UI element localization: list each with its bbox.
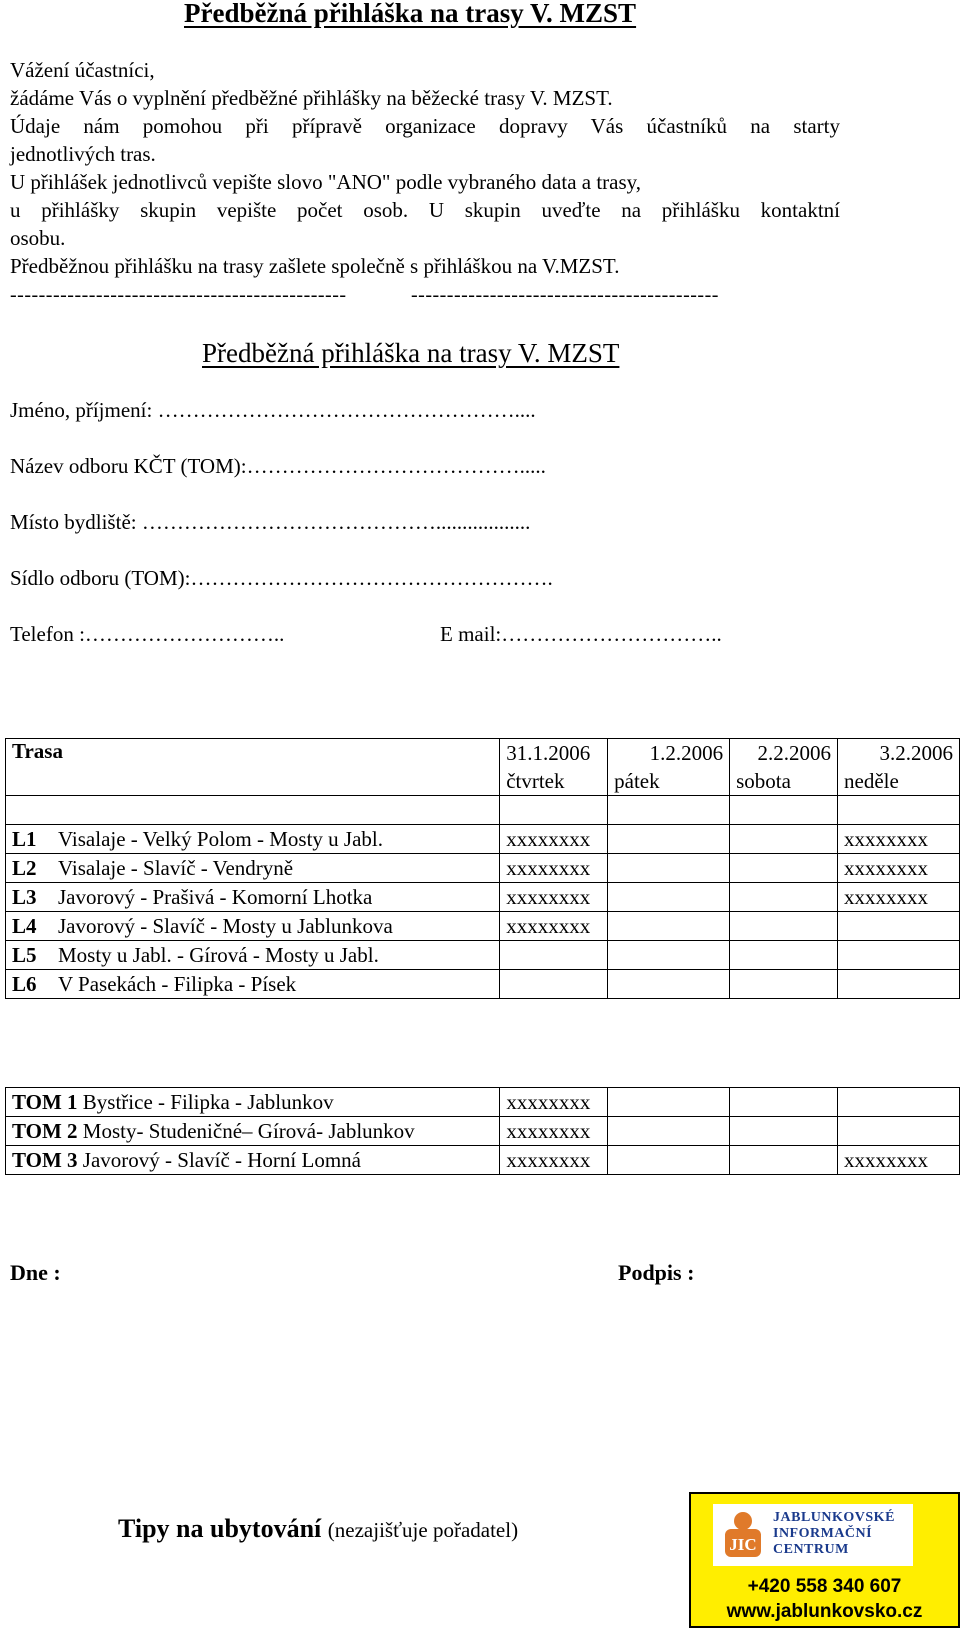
page-title: Předběžná přihláška na trasy V. MZST — [184, 0, 637, 28]
route-row — [6, 912, 960, 941]
day-slot-cell: xxxxxxxx — [838, 854, 960, 883]
route-name-cell — [6, 941, 500, 970]
day-slot-cell: xxxxxxxx — [500, 1088, 608, 1117]
day-slot-cell[interactable] — [838, 1117, 960, 1146]
day-slot-cell: xxxxxxxx — [500, 1146, 608, 1175]
logo-line: CENTRUM — [773, 1542, 849, 1557]
jic-logo — [713, 1504, 913, 1566]
day-slot-cell[interactable] — [838, 912, 960, 941]
residence-field[interactable]: Místo bydliště: …………………………………….................. — [10, 510, 531, 534]
tom-code: TOM 2 — [12, 1118, 78, 1143]
date-label: Dne : — [10, 1260, 61, 1285]
route-rows — [6, 825, 960, 999]
day-slot-cell: xxxxxxxx — [500, 1117, 608, 1146]
day-slot-cell: xxxxxxxx — [500, 883, 608, 912]
route-name: Visalaje - Slavíč - Vendryně — [58, 855, 294, 880]
route-code: L4 — [12, 913, 37, 938]
tom-row — [6, 1146, 960, 1175]
route-code: L3 — [12, 884, 37, 909]
route-code: L6 — [12, 971, 37, 996]
day-slot-cell[interactable] — [608, 970, 730, 999]
day-slot-cell[interactable] — [608, 1117, 730, 1146]
logo-phone: +420 558 340 607 — [747, 1576, 902, 1597]
spacer-cell[interactable] — [730, 796, 838, 825]
intro-text — [10, 56, 840, 280]
route-code: L2 — [12, 855, 37, 880]
tom-code: TOM 1 — [12, 1089, 78, 1114]
email-field[interactable]: E mail:………………………….. — [440, 622, 722, 646]
spacer-cell[interactable] — [838, 796, 960, 825]
jic-mark-icon — [715, 1507, 771, 1563]
route-name: Javorový - Slavíč - Mosty u Jablunkova — [58, 913, 393, 938]
intro-line: Údaje nám pomohou při přípravě organizace dopravy Vás účastníků na starty — [10, 114, 840, 138]
day-slot-cell[interactable] — [730, 941, 838, 970]
tips-note: (nezajišťuje pořadatel) — [327, 1518, 519, 1542]
logo-line: JABLUNKOVSKÉ — [773, 1510, 895, 1525]
intro-line: žádáme Vás o vyplnění předběžné přihlášky na běžecké trasy V. MZST. — [10, 86, 613, 110]
intro-line: U přihlášek jednotlivců vepište slovo "ANO" podle vybraného data a trasy, — [10, 170, 642, 194]
route-row — [6, 970, 960, 999]
tips-title: Tipy na ubytování — [118, 1514, 322, 1543]
day-slot-cell: xxxxxxxx — [838, 1146, 960, 1175]
intro-line: Předběžnou přihlášku na trasy zašlete společně s přihláškou na V.MZST. — [10, 254, 620, 278]
route-name-cell — [6, 854, 500, 883]
day-slot-cell[interactable] — [608, 883, 730, 912]
intro-line: u přihlášky skupin vepište počet osob. U skupin uveďte na přihlášku kontaktní — [10, 198, 840, 222]
route-row — [6, 883, 960, 912]
day-slot-cell: xxxxxxxx — [838, 883, 960, 912]
day-slot-cell[interactable] — [608, 825, 730, 854]
route-row — [6, 854, 960, 883]
logo-web[interactable]: www.jablunkovsko.cz — [726, 1601, 923, 1622]
day-slot-cell[interactable] — [608, 1146, 730, 1175]
route-name: V Pasekách - Filipka - Písek — [58, 971, 297, 996]
day-slot-cell: xxxxxxxx — [500, 854, 608, 883]
tom-table — [5, 1087, 960, 1175]
intro-line: osobu. — [10, 226, 66, 250]
cut-line-right: ------------------------------------------- — [411, 284, 719, 306]
route-name-cell — [6, 970, 500, 999]
day-slot-cell[interactable] — [608, 912, 730, 941]
seat-field[interactable]: Sídlo odboru (TOM):……………………………………………. — [10, 566, 553, 590]
route-row — [6, 941, 960, 970]
cut-line-left: ----------------------------------------------- — [10, 284, 347, 306]
date-cell: 31.1.2006 — [500, 739, 608, 768]
day-slot-cell[interactable] — [730, 825, 838, 854]
day-slot-cell: xxxxxxxx — [838, 825, 960, 854]
table-header-row — [6, 739, 960, 768]
day-slot-cell[interactable] — [608, 1088, 730, 1117]
day-slot-cell[interactable] — [838, 1088, 960, 1117]
day-cell: čtvrtek — [500, 767, 608, 796]
tom-code: TOM 3 — [12, 1147, 78, 1172]
tom-name: Bystřice - Filipka - Jablunkov — [82, 1089, 334, 1114]
day-slot-cell[interactable] — [730, 1088, 838, 1117]
tom-name-cell — [6, 1088, 500, 1117]
table-spacer-row — [6, 796, 960, 825]
day-slot-cell[interactable] — [730, 854, 838, 883]
spacer-cell[interactable] — [608, 796, 730, 825]
phone-field[interactable]: Telefon :……………………….. — [10, 622, 285, 646]
day-slot-cell: xxxxxxxx — [500, 825, 608, 854]
route-name: Mosty u Jabl. - Gírová - Mosty u Jabl. — [58, 942, 379, 967]
day-slot-cell[interactable] — [730, 1146, 838, 1175]
tom-name-cell — [6, 1146, 500, 1175]
jic-logo-box — [689, 1492, 960, 1628]
form-subtitle: Předběžná přihláška na trasy V. MZST — [202, 338, 620, 368]
spacer-cell[interactable] — [500, 796, 608, 825]
route-code: L1 — [12, 826, 37, 851]
day-slot-cell[interactable] — [730, 1117, 838, 1146]
header-trasa — [6, 739, 500, 796]
date-cell: 2.2.2006 — [730, 739, 838, 768]
date-cell: 3.2.2006 — [838, 739, 960, 768]
day-slot-cell[interactable] — [730, 883, 838, 912]
tom-name: Mosty- Studeničné– Gírová- Jablunkov — [82, 1118, 415, 1143]
day-slot-cell[interactable] — [608, 941, 730, 970]
name-field[interactable]: Jméno, příjmení: …………………………………………….... — [10, 398, 536, 422]
header-label: Trasa — [12, 739, 63, 763]
route-name-cell — [6, 912, 500, 941]
day-slot-cell: xxxxxxxx — [500, 912, 608, 941]
date-cell: 1.2.2006 — [608, 739, 730, 768]
day-cell: neděle — [838, 767, 960, 796]
day-cell: pátek — [608, 767, 730, 796]
day-slot-cell[interactable] — [838, 970, 960, 999]
spacer-cell — [6, 796, 500, 825]
intro-line: Vážení účastníci, — [10, 58, 155, 82]
route-name: Visalaje - Velký Polom - Mosty u Jabl. — [58, 826, 383, 851]
day-cell: sobota — [730, 767, 838, 796]
day-slot-cell[interactable] — [730, 912, 838, 941]
jic-mark-text: JIC — [729, 1535, 757, 1554]
logo-line: INFORMAČNÍ — [773, 1526, 873, 1541]
tom-name: Javorový - Slavíč - Horní Lomná — [82, 1147, 361, 1172]
day-slot-cell[interactable] — [608, 854, 730, 883]
day-slot-cell[interactable] — [730, 970, 838, 999]
tom-row — [6, 1117, 960, 1146]
day-slot-cell[interactable] — [838, 941, 960, 970]
routes-table — [5, 738, 960, 999]
club-field[interactable]: Název odboru KČT (TOM):…………………………………..... — [10, 454, 546, 478]
tom-rows — [6, 1088, 960, 1175]
tips-heading — [118, 1514, 518, 1544]
route-name-cell — [6, 825, 500, 854]
day-slot-cell[interactable] — [500, 941, 608, 970]
route-name: Javorový - Prašivá - Komorní Lhotka — [58, 884, 373, 909]
tom-row — [6, 1088, 960, 1117]
route-code: L5 — [12, 942, 37, 967]
route-name-cell — [6, 883, 500, 912]
day-slot-cell[interactable] — [500, 970, 608, 999]
intro-line: jednotlivých tras. — [10, 142, 156, 166]
jic-logo-text — [773, 1510, 895, 1558]
route-row — [6, 825, 960, 854]
tom-name-cell — [6, 1117, 500, 1146]
signature-label: Podpis : — [618, 1260, 695, 1285]
